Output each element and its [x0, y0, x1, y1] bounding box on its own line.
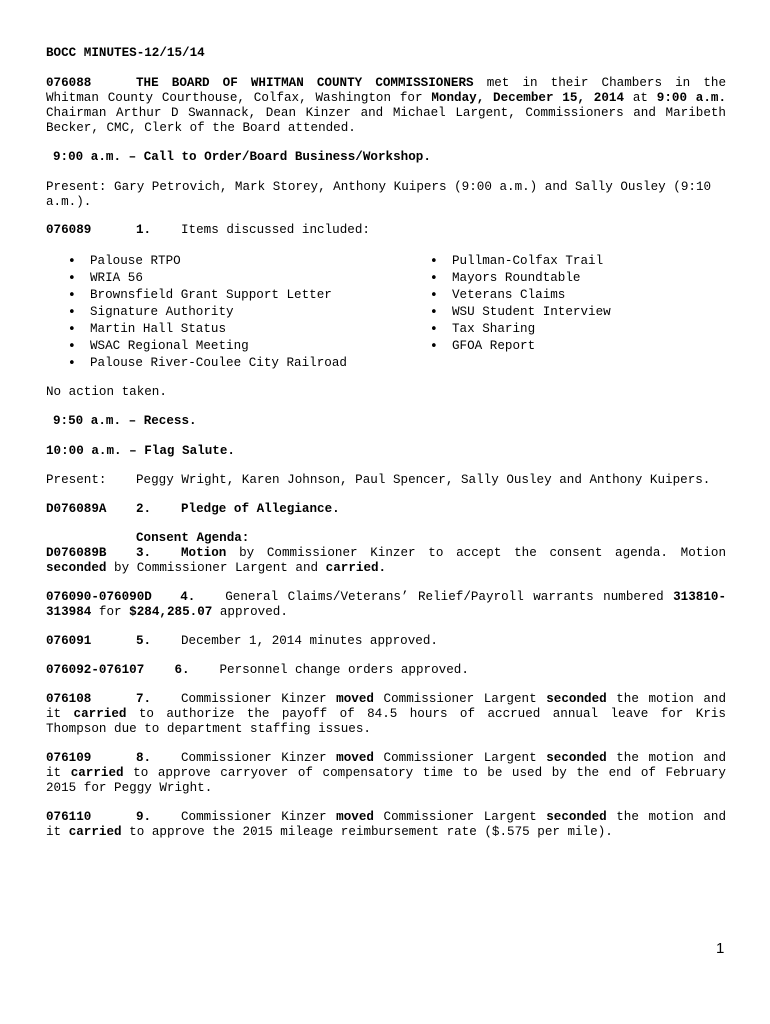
item-4-line-2: 313984 for $284,285.07 approved.	[46, 605, 288, 619]
present-line-1: Present: Gary Petrovich, Mark Storey, Anthony Kuipers (9:00 a.m.) and Sally Ousley (9:10	[46, 180, 712, 194]
list-item: • Signature Authority	[66, 304, 347, 321]
item-8-line-1: 076109 8. Commissioner Kinzer moved Commissioner Largent seconded the motion and	[46, 751, 727, 765]
item-9-line-1: 076110 9. Commissioner Kinzer moved Commissioner Largent seconded the motion and	[46, 810, 727, 824]
discussion-list-right	[428, 253, 611, 355]
item-2: D076089A 2. Pledge of Allegiance.	[46, 502, 340, 516]
page-number: 1	[716, 940, 725, 957]
present-line-session-2: Present: Peggy Wright, Karen Johnson, Paul Spencer, Sally Ousley and Anthony Kuipers.	[46, 473, 711, 487]
intro-line-2: Whitman County Courthouse, Colfax, Washington for Monday, December 15, 2014 at 9:00 a.m.	[46, 91, 727, 105]
list-item: • Mayors Roundtable	[428, 270, 611, 287]
item-7-line-2: it carried to authorize the payoff of 84.5 hours of accrued annual leave for Kris	[46, 707, 726, 721]
item-5: 076091 5. December 1, 2014 minutes approved.	[46, 634, 438, 648]
list-item: • Palouse RTPO	[66, 253, 347, 270]
section-flag-salute: 10:00 a.m. – Flag Salute.	[46, 444, 235, 458]
list-item: • WSAC Regional Meeting	[66, 338, 347, 355]
item-1: 076089 1. Items discussed included:	[46, 223, 370, 237]
intro-line-1: 076088 THE BOARD OF WHITMAN COUNTY COMMISSIONERS met in their Chambers in the	[46, 76, 727, 90]
list-item: • Tax Sharing	[428, 321, 611, 338]
section-call-to-order: 9:00 a.m. – Call to Order/Board Business/Workshop.	[53, 150, 431, 164]
item-3-line-1: D076089B 3. Motion by Commissioner Kinzer to accept the consent agenda. Motion	[46, 546, 726, 560]
list-item: • Martin Hall Status	[66, 321, 347, 338]
item-9-line-2: it carried to approve the 2015 mileage reimbursement rate ($.575 per mile).	[46, 825, 613, 839]
list-item: • WSU Student Interview	[428, 304, 611, 321]
section-recess: 9:50 a.m. – Recess.	[53, 414, 197, 428]
item-8-line-3: 2015 for Peggy Wright.	[46, 781, 213, 795]
item-3-line-2: seconded by Commissioner Largent and carried.	[46, 561, 387, 575]
list-item: • Palouse River-Coulee City Railroad	[66, 355, 347, 372]
consent-agenda-heading: Consent Agenda:	[136, 531, 250, 545]
intro-line-4: Becker, CMC, Clerk of the Board attended.	[46, 121, 356, 135]
item-4-line-1: 076090-076090D 4. General Claims/Veterans’ Relief/Payroll warrants numbered 313810-	[46, 590, 726, 604]
discussion-list-left	[66, 253, 347, 372]
document-header: BOCC MINUTES-12/15/14	[46, 46, 205, 60]
intro-line-3: Chairman Arthur D Swannack, Dean Kinzer and Michael Largent, Commissioners and Maribeth	[46, 106, 726, 120]
item-6: 076092-076107 6. Personnel change orders approved.	[46, 663, 469, 677]
list-item: • Veterans Claims	[428, 287, 611, 304]
item-7-line-1: 076108 7. Commissioner Kinzer moved Commissioner Largent seconded the motion and	[46, 692, 727, 706]
present-line-2: a.m.).	[46, 195, 92, 209]
list-item: • Brownsfield Grant Support Letter	[66, 287, 347, 304]
item-8-line-2: it carried to approve carryover of compensatory time to be used by the end of February	[46, 766, 726, 780]
list-item: • WRIA 56	[66, 270, 347, 287]
list-item: • Pullman-Colfax Trail	[428, 253, 611, 270]
item-7-line-3: Thompson due to department staffing issues.	[46, 722, 371, 736]
no-action-note: No action taken.	[46, 385, 167, 399]
list-item: • GFOA Report	[428, 338, 611, 355]
